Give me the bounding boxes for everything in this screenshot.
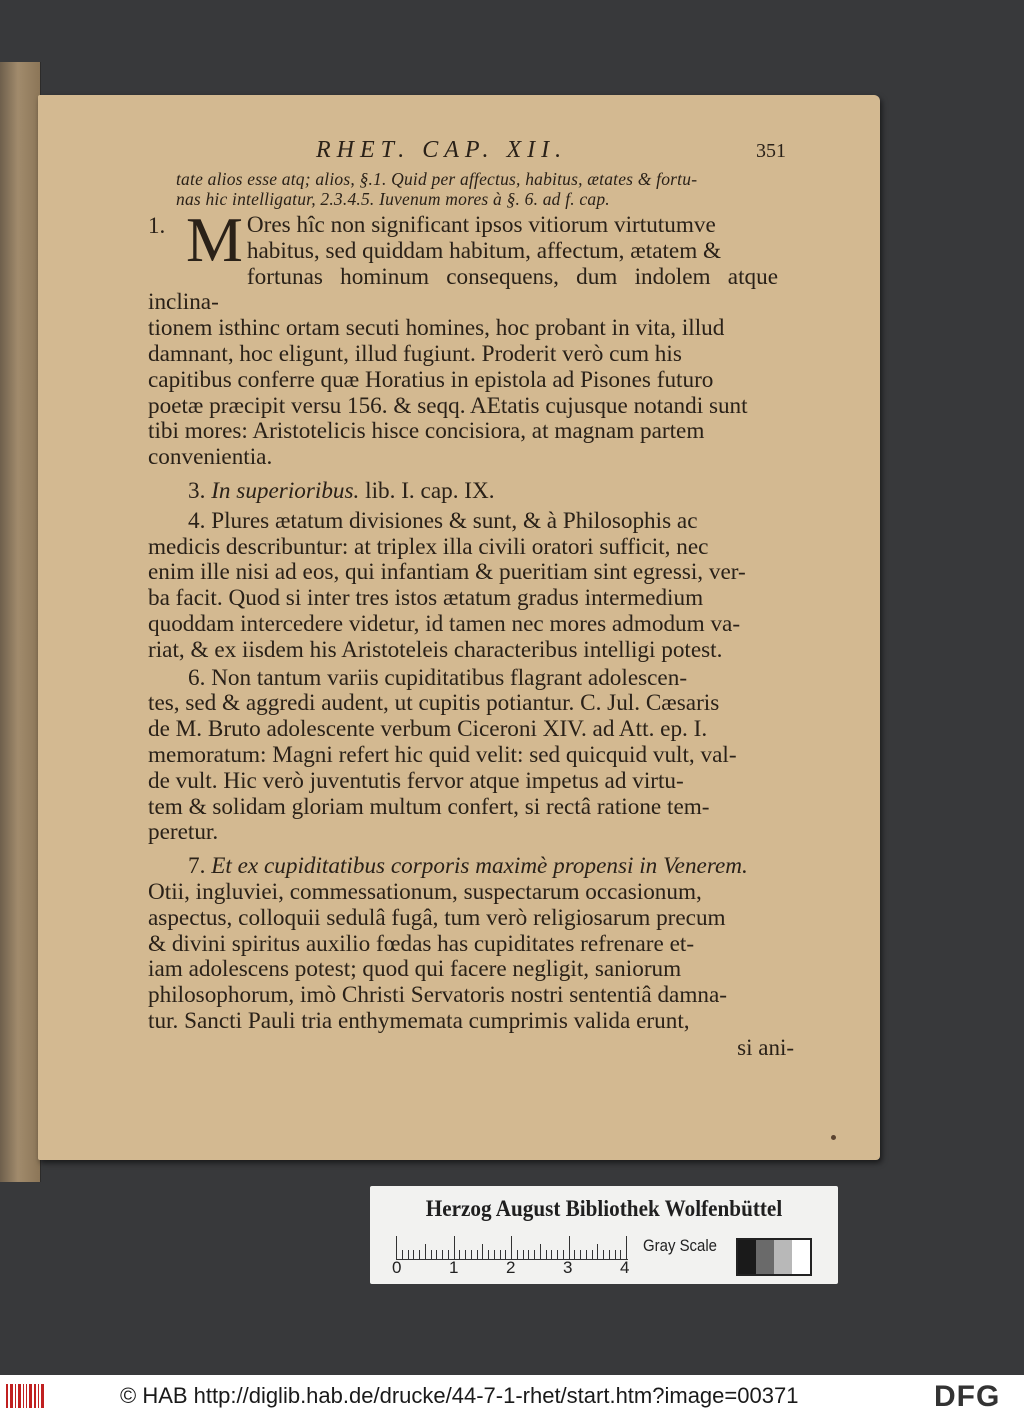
page-text [148,137,794,1061]
text-line: medicis describuntur: at triplex illa civili oratori sufficit, nec [148,533,709,560]
ruler-number: 1 [449,1258,459,1277]
paragraph-number: 3. [188,477,206,504]
text-line: tibi mores: Aristotelicis hisce concisiora, at magnam partem [148,418,705,445]
text-line: Ores hîc non significant ipsos vitiorum virtutumve [246,212,716,238]
italic-heading: Et ex cupiditatibus corporis maximè propensi in Venerem. [211,853,748,880]
text-line-content: Non tantum variis cupiditatibus flagrant adolescen- [211,664,688,691]
text-line: tur. Sancti Pauli tria enthymemata cumprimis valida erunt, [148,1007,690,1034]
ruler-tick [569,1236,570,1260]
paragraph-6 [148,666,778,847]
copyright-link[interactable]: © HAB http://diglib.hab.de/drucke/44-7-1-rhet/start.htm?image=00371 [120,1383,799,1408]
catchword: si ani- [737,1034,794,1060]
summary-line: tate alios esse atq; alios, §.1. Quid per affectus, habitus, ætates & fortu- [176,169,698,189]
book-page [38,95,880,1160]
text-line: lib. I. cap. IX. [359,477,495,504]
color-calibration-card [370,1186,838,1284]
text-line: iam adolescens potest; quod qui facere negligit, saniorum [148,956,682,983]
paragraph-number: 4. [188,507,206,534]
ruler-numbers [392,1258,652,1280]
gray-scale-bar [736,1238,812,1276]
text-line [148,509,778,535]
ruler-tick [454,1236,455,1260]
ruler-number: 4 [620,1258,630,1277]
text-line: enim ille nisi ad eos, qui infantiam & pueritiam sint egressi, ver- [148,559,746,586]
paragraph-7 [148,854,778,1035]
text-line-content: Plures ætatum divisiones & sunt, & à Philosophis ac [211,507,698,534]
gray-scale-label: Gray Scale [643,1236,718,1255]
page-header [148,137,786,169]
text-line [148,666,778,692]
summary-line: nas hic intelligatur, 2.3.4.5. Iuvenum mores à §. 6. ad f. cap. [176,189,610,209]
text-line: peretur. [148,819,219,846]
text-line: tionem isthinc ortam secuti homines, hoc probant in vita, illud [148,315,725,342]
text-line: riat, & ex iisdem his Aristoteleis characteribus intelligi potest. [148,636,723,663]
dfg-logo: DFG [934,1380,1001,1413]
ruler-scale [396,1236,628,1260]
paragraph-1 [148,204,778,471]
text-line: Otii, ingluviei, commessationum, suspectarum occasionum, [148,878,702,905]
text-line: de vult. Hic verò juventutis fervor atque impetus ad virtu- [148,767,684,794]
ink-spot [831,1135,836,1140]
text-line: convenientia. [148,444,273,471]
ruler-number: 0 [392,1258,402,1277]
paragraph-number: 6. [188,664,206,691]
text-line: memoratum: Magni refert hic quid velit: sed quicquid vult, val- [148,741,737,768]
text-line: tem & solidam gloriam multum confert, si rectâ ratione tem- [148,793,710,820]
paragraph-number: 1. [148,213,166,238]
drop-cap: M [186,204,243,275]
ruler-tick [396,1236,397,1260]
text-line: & divini spiritus auxilio fœdas has cupiditates refrenare et- [148,930,695,957]
text-line: de M. Bruto adolescente verbum Ciceroni XIV. ad Att. ep. I. [148,716,708,743]
text-line: habitus, sed quiddam habitum, affectum, ætatem & [246,237,722,264]
text-line: tes, sed & aggredi audent, ut cupitis potiantur. C. Jul. Cæsaris [148,690,720,717]
text-line: quoddam intercedere videtur, id tamen nec mores admodum va- [148,610,741,637]
text-line: ba facit. Quod si inter tres istos ætatum gradus intermedium [148,585,704,612]
library-name: Herzog August Bibliothek Wolfenbüttel [425,1196,783,1221]
text-line: poetæ præcipit versu 156. & seqq. AEtatis cujusque notandi sunt [148,392,748,419]
hab-barcode-logo-icon [6,1384,44,1408]
text-line: fortunas hominum consequens, dum indolem atque inclina- [148,263,778,316]
text-line: aspectus, colloquii sedulâ fugâ, tum verò religiosarum precum [148,904,726,931]
paragraph-number: 7. [188,853,206,880]
paragraph-4 [148,509,778,664]
page-number: 351 [756,140,786,162]
ruler-number: 3 [563,1258,573,1277]
ruler-number: 2 [506,1258,516,1277]
running-head: RHET. CAP. XII. [316,137,568,163]
ruler-tick [511,1236,512,1260]
previous-page-edge [0,62,41,1182]
text-line: damnant, hoc eligunt, illud fugiunt. Proderit verò cum his [148,340,682,367]
footer-bar [0,1375,1024,1417]
chapter-summary [176,169,778,209]
paragraph-3 [148,479,778,505]
text-line: capitibus conferre quæ Horatius in epistola ad Pisones futuro [148,366,714,393]
text-line [148,854,778,880]
text-line: philosophorum, imò Christi Servatoris nostri sententiâ damna- [148,982,727,1009]
italic-phrase: In superioribus. [211,477,360,504]
ruler-tick [626,1236,627,1260]
